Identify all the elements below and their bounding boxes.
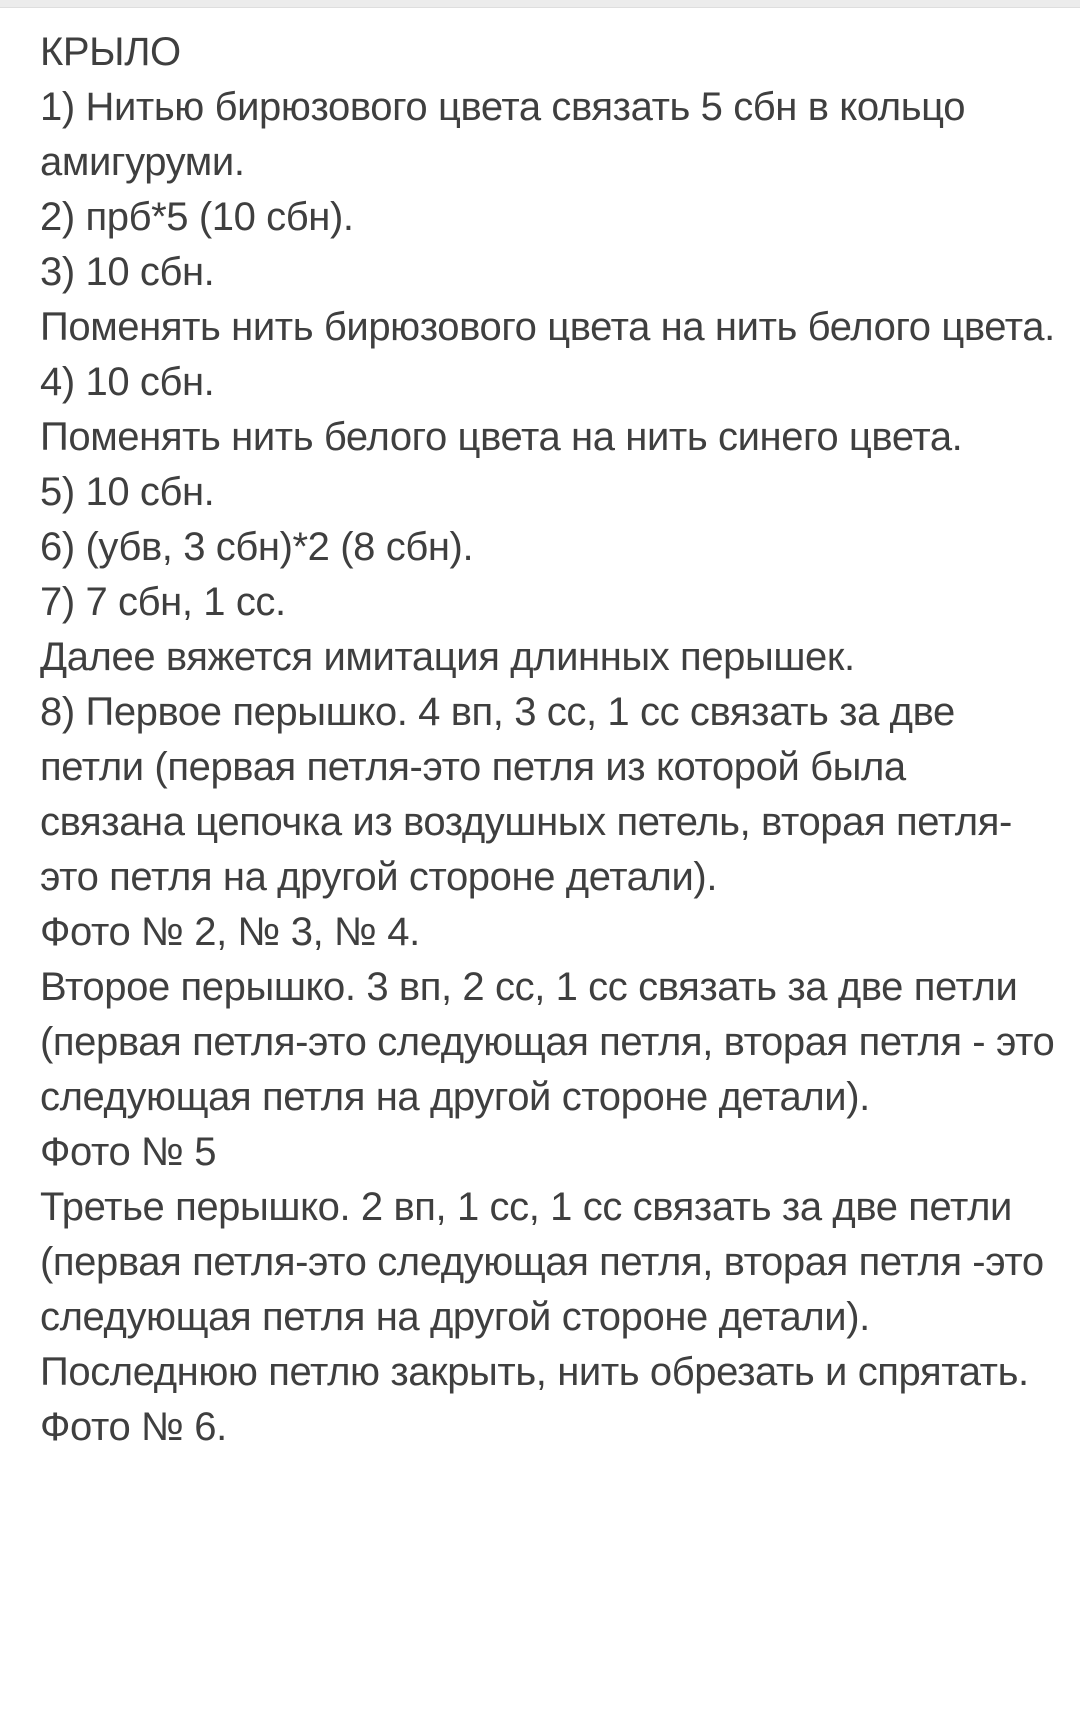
text-line: Поменять нить бирюзового цвета на нить белого цвета. [40,305,1055,349]
text-line: 8) Первое перышко. 4 вп, 3 сс, 1 сс связать за две петли (первая петля-это петля из которой была связана цепочка из воздушных петель, вторая петля-это петля на другой стороне детали). [40,690,1012,899]
text-line: 2) прб*5 (10 сбн). [40,195,354,239]
text-line: Фото № 6. [40,1405,227,1449]
text-line: Третье перышко. 2 вп, 1 сс, 1 сс связать за две петли (первая петля-это следующая петля, вторая петля -это следующая петля на другой стороне детали). Последнюю петлю закрыть, нить обрезать и спрятать. [40,1185,1044,1394]
text-line: Поменять нить белого цвета на нить синего цвета. [40,415,963,459]
post-heading: КРЫЛО [40,30,181,74]
text-line: 3) 10 сбн. [40,250,215,294]
text-line: Фото № 5 [40,1130,217,1174]
text-line: 1) Нитью бирюзового цвета связать 5 сбн в кольцо амигуруми. [40,85,966,184]
post-text [40,25,1060,1455]
text-line: Фото № 2, № 3, № 4. [40,910,420,954]
text-line: Второе перышко. 3 вп, 2 сс, 1 сс связать за две петли (первая петля-это следующая петля, вторая петля - это следующая петля на другой стороне детали). [40,965,1055,1119]
text-line: 7) 7 сбн, 1 сс. [40,580,286,624]
text-line: 5) 10 сбн. [40,470,215,514]
text-line: 6) (убв, 3 сбн)*2 (8 сбн). [40,525,474,569]
top-divider [0,0,1080,8]
text-line: 4) 10 сбн. [40,360,215,404]
text-line: Далее вяжется имитация длинных перышек. [40,635,855,679]
